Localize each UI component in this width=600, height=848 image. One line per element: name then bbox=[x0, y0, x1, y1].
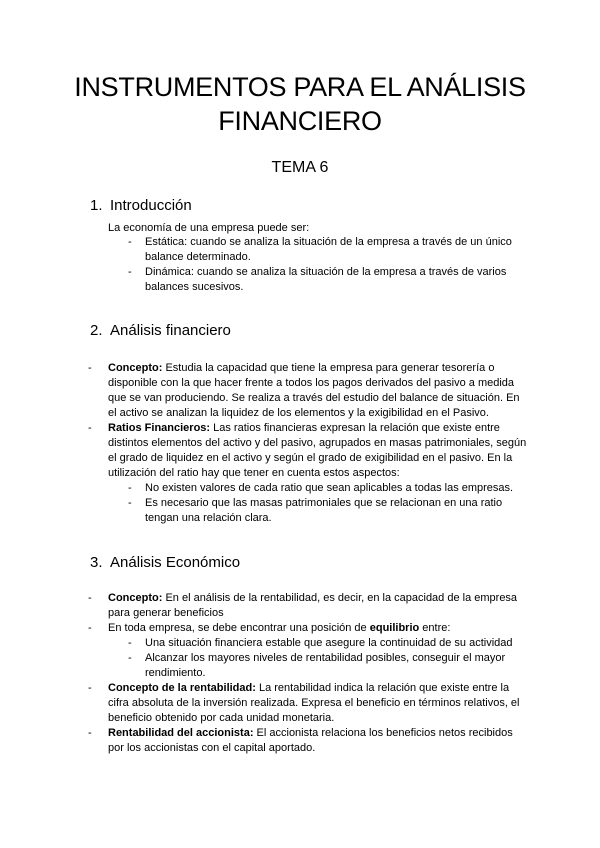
list-item bbox=[88, 681, 528, 726]
document-subtitle: TEMA 6 bbox=[271, 159, 329, 176]
document-title bbox=[40, 70, 560, 138]
list-item-text: Alcanzar los mayores niveles de rentabilidad posibles, conseguir el mayor rendimiento. bbox=[145, 652, 506, 679]
title-line-1: INSTRUMENTOS PARA EL ANÁLISIS bbox=[74, 72, 526, 102]
term-description: El accionista relaciona los beneficios netos recibidos por los accionistas con el capital aportado. bbox=[108, 727, 513, 754]
section-heading-introduccion bbox=[90, 196, 192, 216]
section-title: Análisis financiero bbox=[110, 322, 231, 339]
financial-analysis-list bbox=[88, 361, 528, 526]
dash-bullet: - bbox=[128, 637, 132, 649]
equilibrium-list bbox=[128, 636, 528, 681]
title-line-2: FINANCIERO bbox=[218, 106, 382, 136]
ratio-aspects-list bbox=[128, 481, 528, 526]
list-item bbox=[88, 591, 528, 621]
dash-bullet: - bbox=[128, 497, 132, 509]
section-heading-analisis-financiero bbox=[90, 321, 231, 341]
dash-bullet: - bbox=[128, 236, 132, 248]
emphasis-term: equilibrio bbox=[369, 622, 420, 634]
term-label: Concepto: bbox=[108, 362, 163, 374]
list-item bbox=[128, 265, 528, 295]
list-item bbox=[88, 361, 528, 421]
term-label: Rentabilidad del accionista: bbox=[108, 727, 254, 739]
item-text-post: entre: bbox=[419, 622, 451, 634]
dash-bullet: - bbox=[88, 422, 92, 434]
dash-bullet: - bbox=[88, 682, 92, 694]
dash-bullet: - bbox=[88, 592, 92, 604]
term-description: Estudia la capacidad que tiene la empresa para generar tesorería o disponible con la que hacer frente a todos los pagos derivados del pasivo a medida que se van produciendo. Se realiza a través del estudio del balance de situación. En el activo se analizan la liquidez de los elementos y la exigibilidad en el Pasivo. bbox=[108, 362, 520, 419]
term-description: Las ratios financieras expresan la relación que existe entre distintos elementos del activo y del pasivo, agrupados en masas patrimoniales, según el grado de liquidez en el activo y según el grado de exigibilidad en el pasivo. En la utilización del ratio hay que tener en cuenta estos aspectos: bbox=[108, 422, 527, 479]
term-label: Concepto: bbox=[108, 592, 163, 604]
list-item bbox=[88, 421, 528, 526]
section-title: Introducción bbox=[110, 197, 192, 214]
item-text-pre: En toda empresa, se debe encontrar una posición de bbox=[108, 622, 370, 634]
list-item bbox=[128, 481, 528, 496]
list-item-text: Dinámica: cuando se analiza la situación de la empresa a través de varios balances sucesivos. bbox=[145, 266, 507, 293]
dash-bullet: - bbox=[88, 727, 92, 739]
term-label: Concepto de la rentabilidad: bbox=[108, 682, 256, 694]
list-item bbox=[128, 496, 528, 526]
list-item bbox=[128, 651, 528, 681]
section-number: 2. bbox=[90, 322, 103, 339]
list-item-text: Es necesario que las masas patrimoniales que se relacionan en una ratio tengan una relación clara. bbox=[145, 497, 503, 524]
term-description: La rentabilidad indica la relación que existe entre la cifra absoluta de la inversión realizada. Expresa el beneficio en términos relativos, el beneficio obtenido por cada unidad monetaria. bbox=[108, 682, 520, 724]
dash-bullet: - bbox=[128, 652, 132, 664]
term-label: Ratios Financieros: bbox=[108, 422, 211, 434]
intro-list bbox=[128, 235, 528, 295]
term-description: En el análisis de la rentabilidad, es decir, en la capacidad de la empresa para generar beneficios bbox=[108, 592, 518, 619]
list-item-text: No existen valores de cada ratio que sean aplicables a todas las empresas. bbox=[145, 482, 514, 494]
economic-analysis-list bbox=[88, 591, 528, 756]
section-title: Análisis Económico bbox=[110, 554, 241, 571]
list-item bbox=[88, 621, 528, 681]
list-item-text: Estática: cuando se analiza la situación de la empresa a través de un único balance determinado. bbox=[145, 236, 512, 263]
section-number: 1. bbox=[90, 197, 103, 214]
list-item bbox=[128, 636, 528, 651]
list-item bbox=[128, 235, 528, 265]
dash-bullet: - bbox=[128, 482, 132, 494]
intro-paragraph: La economía de una empresa puede ser: bbox=[108, 222, 310, 234]
list-item-text: Una situación financiera estable que asegure la continuidad de su actividad bbox=[145, 637, 513, 649]
dash-bullet: - bbox=[88, 622, 92, 634]
section-number: 3. bbox=[90, 554, 103, 571]
dash-bullet: - bbox=[128, 266, 132, 278]
section-heading-analisis-economico bbox=[90, 553, 240, 573]
list-item bbox=[88, 726, 528, 756]
dash-bullet: - bbox=[88, 362, 92, 374]
